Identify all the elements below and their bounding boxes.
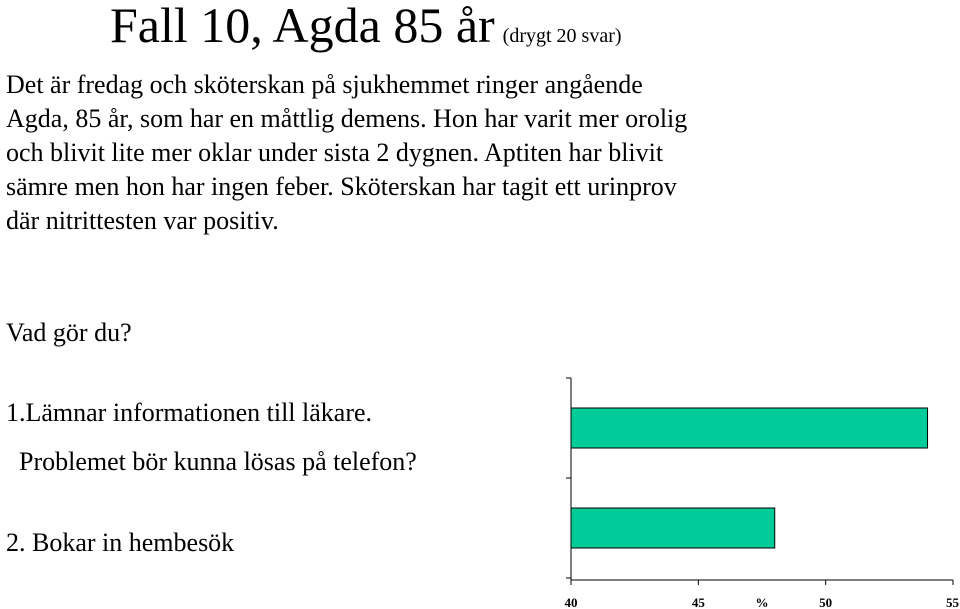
x-axis-label: % [755, 595, 769, 609]
option-2-label: 2. Bokar in hembesök [6, 528, 235, 557]
x-tick-label: 55 [946, 595, 959, 609]
x-tick-label: 45 [691, 595, 705, 609]
option-1-line-2: Problemet bör kunna lösas på telefon? [6, 447, 417, 476]
question-text: Vad gör du? [6, 318, 132, 347]
response-count: (drygt 20 svar) [502, 25, 622, 47]
x-tick-label: 50 [819, 595, 833, 609]
bar-1 [571, 408, 928, 448]
case-line: Det är fredag och sköterskan på sjukhemmet ringer angående [6, 70, 643, 99]
x-tick-label: 40 [564, 595, 578, 609]
case-line: där nitrittesten var positiv. [6, 206, 279, 235]
case-line: och blivit lite mer oklar under sista 2 dygnen. Aptiten har blivit [6, 138, 664, 167]
case-line: Agda, 85 år, som har en måttlig demens. Hon har varit mer orolig [6, 104, 688, 133]
bar-2 [571, 508, 775, 548]
case-title: Fall 10, Agda 85 år [110, 0, 495, 53]
case-line: sämre men hon har ingen feber. Sköterskan har tagit ett urinprov [6, 172, 677, 201]
option-1-line-1: 1.Lämnar informationen till läkare. [6, 398, 373, 427]
